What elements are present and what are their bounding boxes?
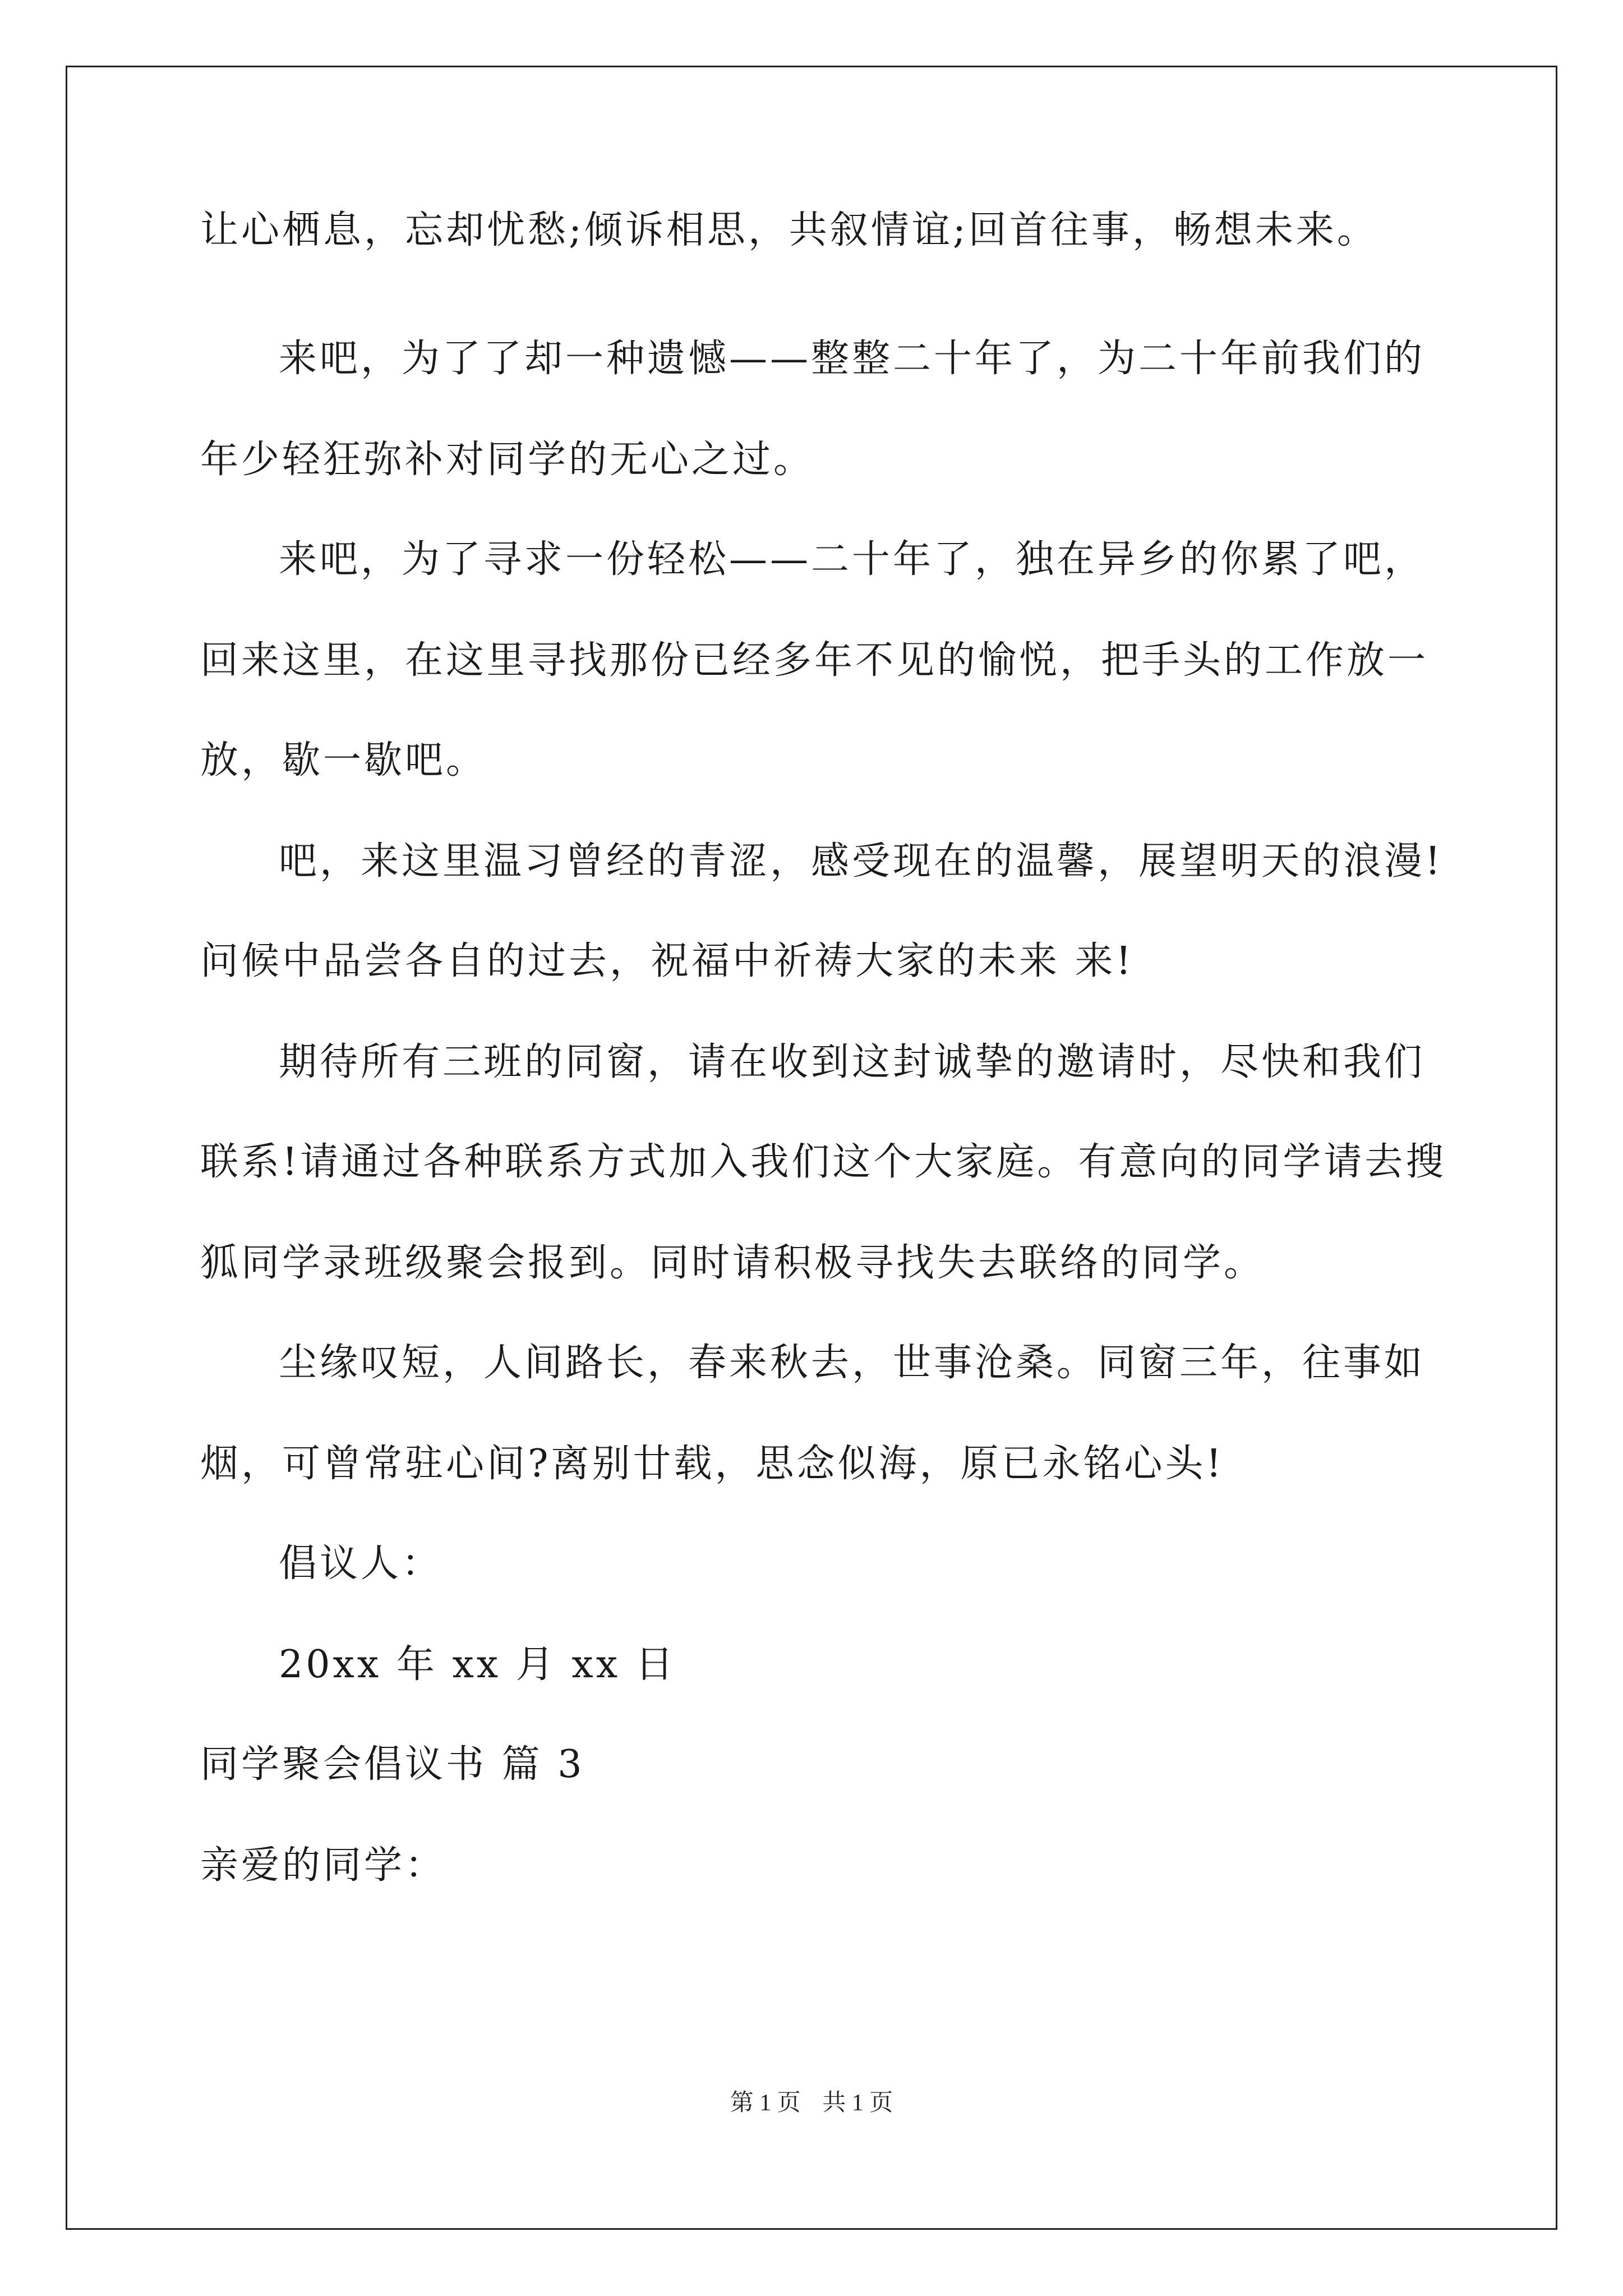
text-line-10: 联系!请通过各种联系方式加入我们这个大家庭。有意向的同学请去搜 [200, 1140, 1447, 1184]
page-number: 第 1 页 [730, 2090, 801, 2116]
text-line-7: 吧，来这里温习曾经的青涩，感受现在的温馨，展望明天的浪漫! [279, 839, 1444, 884]
salutation: 亲爱的同学： [200, 1843, 446, 1888]
page-total: 共 1 页 [822, 2090, 893, 2116]
text-line-4: 来吧，为了寻求一份轻松——二十年了，独在异乡的你累了吧， [279, 537, 1426, 582]
text-line-5: 回来这里，在这里寻找那份已经多年不见的愉悦，把手头的工作放一 [200, 638, 1429, 683]
text-line-6: 放，歇一歇吧。 [200, 738, 487, 783]
text-line-11: 狐同学录班级聚会报到。同时请积极寻找失去联络的同学。 [200, 1241, 1265, 1285]
page-footer [0, 2086, 1623, 2120]
signature-label: 倡议人： [279, 1542, 443, 1586]
text-line-3: 年少轻狂弥补对同学的无心之过。 [200, 438, 815, 482]
text-line-12: 尘缘叹短，人间路长，春来秋去，世事沧桑。同窗三年，往事如 [279, 1341, 1426, 1385]
date-line: 20xx 年 xx 月 xx 日 [279, 1642, 676, 1687]
text-line-8: 问候中品尝各自的过去，祝福中祈祷大家的未来 来! [200, 939, 1134, 983]
text-line-13: 烟，可曾常驻心间?离别廿载，思念似海，原已永铭心头! [200, 1442, 1224, 1486]
section-heading: 同学聚会倡议书 篇 3 [200, 1742, 585, 1787]
text-line-1: 让心栖息，忘却忧愁;倾诉相思，共叙情谊;回首往事，畅想未来。 [200, 208, 1378, 252]
text-line-2: 来吧，为了了却一种遗憾——整整二十年了，为二十年前我们的 [279, 337, 1426, 381]
text-line-9: 期待所有三班的同窗，请在收到这封诚挚的邀请时，尽快和我们 [279, 1040, 1426, 1084]
